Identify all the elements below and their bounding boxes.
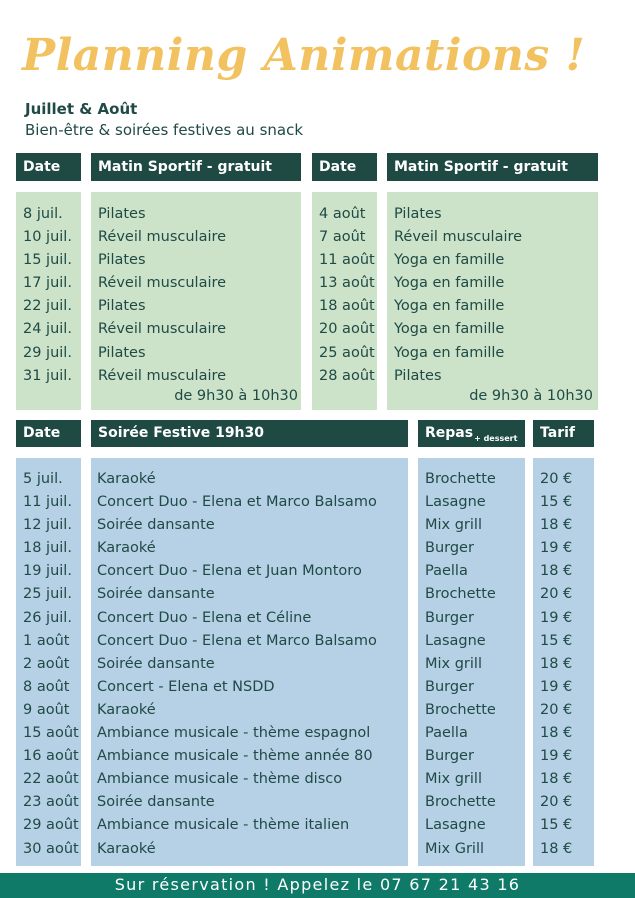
evening-meal-item: Mix Grill (425, 840, 485, 857)
evening-date-item: 8 août (23, 678, 70, 695)
evening-meal-item: Burger (425, 678, 474, 695)
evening-event-item: Concert Duo - Elena et Juan Montoro (97, 563, 362, 580)
evening-prices-list (540, 468, 572, 861)
evening-meal-item: Brochette (425, 586, 496, 603)
evening-event-item: Concert Duo - Elena et Céline (97, 609, 312, 626)
evening-price-item: 20 € (540, 794, 573, 811)
evening-meals-list (425, 468, 496, 861)
evening-price-item: 18 € (540, 655, 573, 672)
evening-meal-item: Burger (425, 540, 474, 557)
evening-price-item: 15 € (540, 494, 573, 511)
evening-event-item: Soirée dansante (97, 586, 215, 603)
evening-event-item: Soirée dansante (97, 794, 215, 811)
evening-price-item: 18 € (540, 563, 573, 580)
evening-date-item: 2 août (23, 655, 70, 672)
evening-event-item: Ambiance musicale - thème espagnol (97, 725, 371, 742)
evening-meal-item: Mix grill (425, 655, 482, 672)
evening-meal-item: Lasagne (425, 494, 486, 511)
evening-price-item: 20 € (540, 701, 573, 718)
august-activity-item: Yoga en famille (394, 321, 505, 338)
evening-price-header: Tarif (533, 420, 594, 447)
july-activity-item: Réveil musculaire (98, 367, 227, 384)
july-date-item: 31 juil. (23, 367, 72, 384)
evening-price-item: 18 € (540, 840, 573, 857)
august-date-item: 18 août (319, 298, 375, 315)
evening-event-item: Soirée dansante (97, 655, 215, 672)
evening-date-item: 19 juil. (23, 563, 72, 580)
august-activities-list (394, 203, 522, 388)
august-date-item: 28 août (319, 367, 375, 384)
evening-date-item: 23 août (23, 794, 79, 811)
evening-event-item: Soirée dansante (97, 517, 215, 534)
evening-events-list (97, 468, 377, 861)
evening-date-item: 11 juil. (23, 494, 72, 511)
period-subtitle: Juillet & Août (25, 100, 138, 118)
august-date-item: 11 août (319, 252, 375, 269)
evening-date-header: Date (16, 420, 81, 447)
july-date-item: 15 juil. (23, 252, 72, 269)
evening-price-item: 20 € (540, 471, 573, 487)
july-dates-list (23, 203, 72, 388)
july-activity-header: Matin Sportif - gratuit (91, 153, 301, 181)
july-date-item: 24 juil. (23, 321, 72, 338)
evening-date-item: 26 juil. (23, 609, 72, 626)
evening-event-item: Concert - Elena et NSDD (97, 678, 275, 695)
page-title: Planning Animations ! (22, 30, 586, 81)
august-activity-item: Pilates (394, 206, 442, 222)
evening-date-item: 25 juil. (23, 586, 72, 603)
july-date-item: 22 juil. (23, 298, 72, 315)
evening-date-item: 29 août (23, 817, 79, 834)
reservation-footer: Sur réservation ! Appelez le 07 67 21 43 16 (0, 873, 635, 898)
evening-price-item: 15 € (540, 632, 573, 649)
evening-meal-item: Paella (425, 725, 468, 742)
evening-meal-item: Lasagne (425, 632, 486, 649)
evening-date-item: 5 juil. (23, 471, 63, 487)
evening-date-item: 30 août (23, 840, 79, 857)
evening-date-item: 12 juil. (23, 517, 72, 534)
evening-date-item: 22 août (23, 771, 79, 788)
july-date-header: Date (16, 153, 81, 181)
evening-event-item: Karaoké (97, 840, 156, 857)
evening-meal-item: Lasagne (425, 817, 486, 834)
evening-event-item: Concert Duo - Elena et Marco Balsamo (97, 632, 377, 649)
evening-date-item: 18 juil. (23, 540, 72, 557)
august-date-header: Date (312, 153, 377, 181)
evening-meal-header (418, 420, 525, 447)
evening-price-item: 19 € (540, 609, 573, 626)
evening-meal-item: Brochette (425, 794, 496, 811)
evening-meal-item: Mix grill (425, 771, 482, 788)
evening-event-header: Soirée Festive 19h30 (91, 420, 408, 447)
july-activity-item: Réveil musculaire (98, 321, 227, 338)
evening-price-item: 19 € (540, 540, 573, 557)
evening-price-item: 19 € (540, 678, 573, 695)
august-date-item: 13 août (319, 275, 375, 292)
evening-date-item: 15 août (23, 725, 79, 742)
evening-meal-item: Brochette (425, 471, 496, 487)
evening-price-item: 15 € (540, 817, 573, 834)
evening-meal-item: Burger (425, 609, 474, 626)
evening-event-item: Karaoké (97, 540, 156, 557)
evening-meal-item: Paella (425, 563, 468, 580)
evening-meal-item: Brochette (425, 701, 496, 718)
july-activity-item: Pilates (98, 298, 146, 315)
august-activity-item: Réveil musculaire (394, 229, 523, 246)
august-activity-item: Yoga en famille (394, 252, 505, 269)
july-activity-item: Réveil musculaire (98, 229, 227, 246)
august-date-item: 25 août (319, 344, 375, 361)
august-activity-item: Pilates (394, 367, 442, 384)
july-activities-list (98, 203, 226, 388)
august-dates-list (319, 203, 375, 388)
evening-price-item: 19 € (540, 748, 573, 765)
tagline: Bien-être & soirées festives au snack (25, 121, 304, 139)
august-activity-item: Yoga en famille (394, 275, 505, 292)
evening-event-item: Concert Duo - Elena et Marco Balsamo (97, 494, 377, 511)
july-date-item: 10 juil. (23, 229, 72, 246)
evening-date-item: 1 août (23, 632, 70, 649)
july-activity-item: Pilates (98, 206, 146, 222)
july-date-item: 8 juil. (23, 206, 63, 222)
july-activity-item: Pilates (98, 252, 146, 269)
meal-header-label: Repas (425, 425, 474, 441)
evening-event-item: Ambiance musicale - thème italien (97, 817, 350, 834)
july-date-item: 17 juil. (23, 275, 72, 292)
evening-price-item: 18 € (540, 517, 573, 534)
meal-header-sub: + dessert (474, 434, 518, 443)
evening-price-item: 18 € (540, 771, 573, 788)
evening-dates-list (23, 468, 79, 861)
july-hours: de 9h30 à 10h30 (174, 388, 298, 404)
august-date-item: 4 août (319, 206, 366, 222)
august-activity-item: Yoga en famille (394, 298, 505, 315)
evening-date-item: 16 août (23, 748, 79, 765)
july-activity-item: Réveil musculaire (98, 275, 227, 292)
august-date-item: 20 août (319, 321, 375, 338)
evening-event-item: Ambiance musicale - thème année 80 (97, 748, 373, 765)
evening-event-item: Karaoké (97, 471, 156, 487)
evening-price-item: 18 € (540, 725, 573, 742)
evening-meal-item: Burger (425, 748, 474, 765)
august-hours: de 9h30 à 10h30 (469, 388, 593, 404)
evening-date-item: 9 août (23, 701, 70, 718)
july-date-item: 29 juil. (23, 344, 72, 361)
july-activity-item: Pilates (98, 344, 146, 361)
evening-price-item: 20 € (540, 586, 573, 603)
evening-meal-item: Mix grill (425, 517, 482, 534)
august-date-item: 7 août (319, 229, 366, 246)
evening-event-item: Ambiance musicale - thème disco (97, 771, 343, 788)
august-activity-header: Matin Sportif - gratuit (387, 153, 598, 181)
august-activity-item: Yoga en famille (394, 344, 505, 361)
evening-event-item: Karaoké (97, 701, 156, 718)
